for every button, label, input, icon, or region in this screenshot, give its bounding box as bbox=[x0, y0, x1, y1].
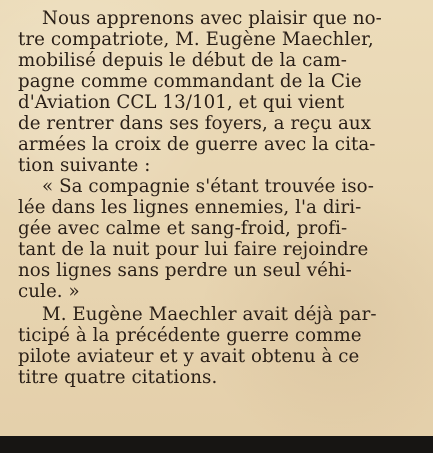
paragraph-2-line-3: gée avec calme et sang-froid, profi- bbox=[18, 218, 348, 239]
paragraph-1-line-8: tion suivante : bbox=[18, 155, 151, 176]
paragraph-2-line-1: « Sa compagnie s'étant trouvée iso- bbox=[42, 176, 374, 197]
paragraph-1-line-1: Nous apprenons avec plaisir que no- bbox=[42, 8, 382, 29]
paragraph-2-line-5: nos lignes sans perdre un seul véhi- bbox=[18, 260, 352, 281]
paragraph-3-line-4: titre quatre citations. bbox=[18, 367, 218, 388]
paragraph-2 bbox=[18, 176, 413, 302]
paragraph-1-line-4: pagne comme commandant de la Cie bbox=[18, 71, 362, 92]
paragraph-1-line-7: armées la croix de guerre avec la cita- bbox=[18, 134, 376, 155]
paragraph-2-line-2: lée dans les lignes ennemies, l'a diri- bbox=[18, 197, 362, 218]
bottom-divider-bar bbox=[0, 436, 433, 453]
paragraph-1 bbox=[18, 8, 413, 176]
paragraph-2-line-6: cule. » bbox=[18, 281, 80, 302]
paragraph-3-line-1: M. Eugène Maechler avait déjà par- bbox=[42, 304, 377, 325]
paragraph-2-line-4: tant de la nuit pour lui faire rejoindre bbox=[18, 239, 369, 260]
paragraph-1-line-3: mobilisé depuis le début de la cam- bbox=[18, 50, 347, 71]
paragraph-3 bbox=[18, 304, 413, 388]
paragraph-1-line-2: tre compatriote, M. Eugène Maechler, bbox=[18, 29, 374, 50]
article-column bbox=[18, 8, 413, 428]
paragraph-1-line-5: d'Aviation CCL 13/101, et qui vient bbox=[18, 92, 345, 113]
paragraph-3-line-2: ticipé à la précédente guerre comme bbox=[18, 325, 362, 346]
paragraph-1-line-6: de rentrer dans ses foyers, a reçu aux bbox=[18, 113, 372, 134]
paragraph-3-line-3: pilote aviateur et y avait obtenu à ce bbox=[18, 346, 360, 367]
